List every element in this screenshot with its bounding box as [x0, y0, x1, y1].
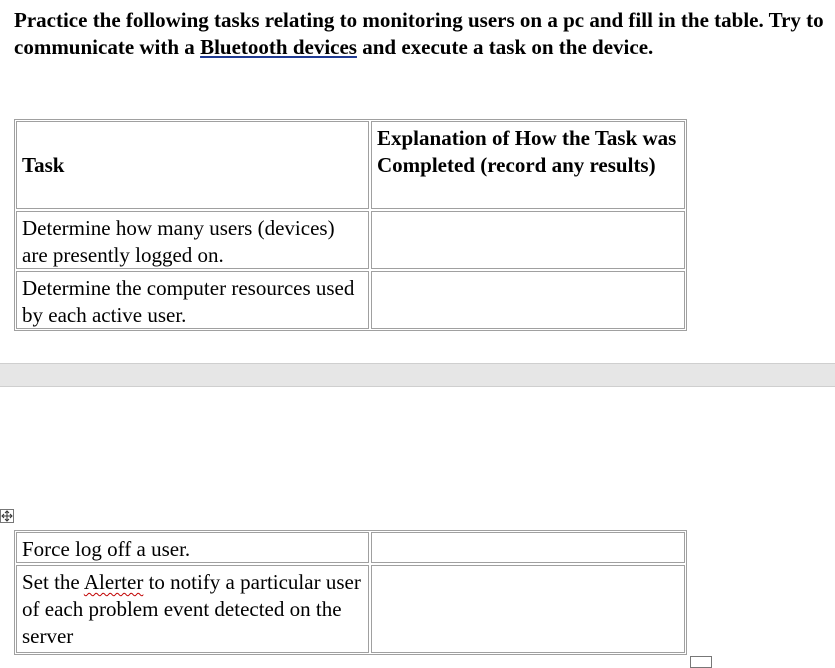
instructions-text-1: Practice the following tasks relating to monitoring users on a pc and fill in the table. Try to communicate with a: [14, 8, 824, 59]
header-explanation-cell[interactable]: [371, 121, 685, 209]
table-header-row: [15, 120, 686, 210]
task-cell[interactable]: [16, 211, 369, 269]
header-task-label: Task: [22, 152, 65, 177]
table-row: [15, 531, 686, 564]
table-row: [15, 270, 686, 330]
table-row: [15, 210, 686, 270]
bluetooth-devices-link[interactable]: Bluetooth devices: [200, 35, 357, 59]
task-text-after: to notify a particular user of each problem event detected on the server: [22, 570, 361, 648]
task-cell[interactable]: [16, 532, 369, 563]
task-table-page-2: [14, 530, 687, 655]
header-explanation-label: Explanation of How the Task was Completed (record any results): [377, 126, 677, 177]
instructions-text-2: and execute a task on the device.: [356, 35, 654, 59]
page-break-gap: [0, 363, 835, 387]
instructions-paragraph: [14, 7, 824, 61]
header-task-cell[interactable]: [16, 121, 369, 209]
task-cell[interactable]: [16, 565, 369, 653]
task-text: Determine how many users (devices) are presently logged on.: [22, 216, 335, 267]
explanation-cell[interactable]: [371, 565, 685, 653]
task-cell[interactable]: [16, 271, 369, 329]
task-text-before: Set the: [22, 570, 84, 594]
explanation-cell[interactable]: [371, 532, 685, 563]
table-move-handle-icon[interactable]: [0, 509, 14, 523]
explanation-cell[interactable]: [371, 271, 685, 329]
spelling-flagged-word[interactable]: Alerter: [83, 570, 144, 594]
table-resize-handle-icon[interactable]: [690, 656, 712, 668]
task-text: Determine the computer resources used by each active user.: [22, 276, 355, 327]
task-text: Force log off a user.: [22, 537, 191, 561]
task-table-page-1: [14, 119, 687, 331]
table-row: [15, 564, 686, 654]
explanation-cell[interactable]: [371, 211, 685, 269]
